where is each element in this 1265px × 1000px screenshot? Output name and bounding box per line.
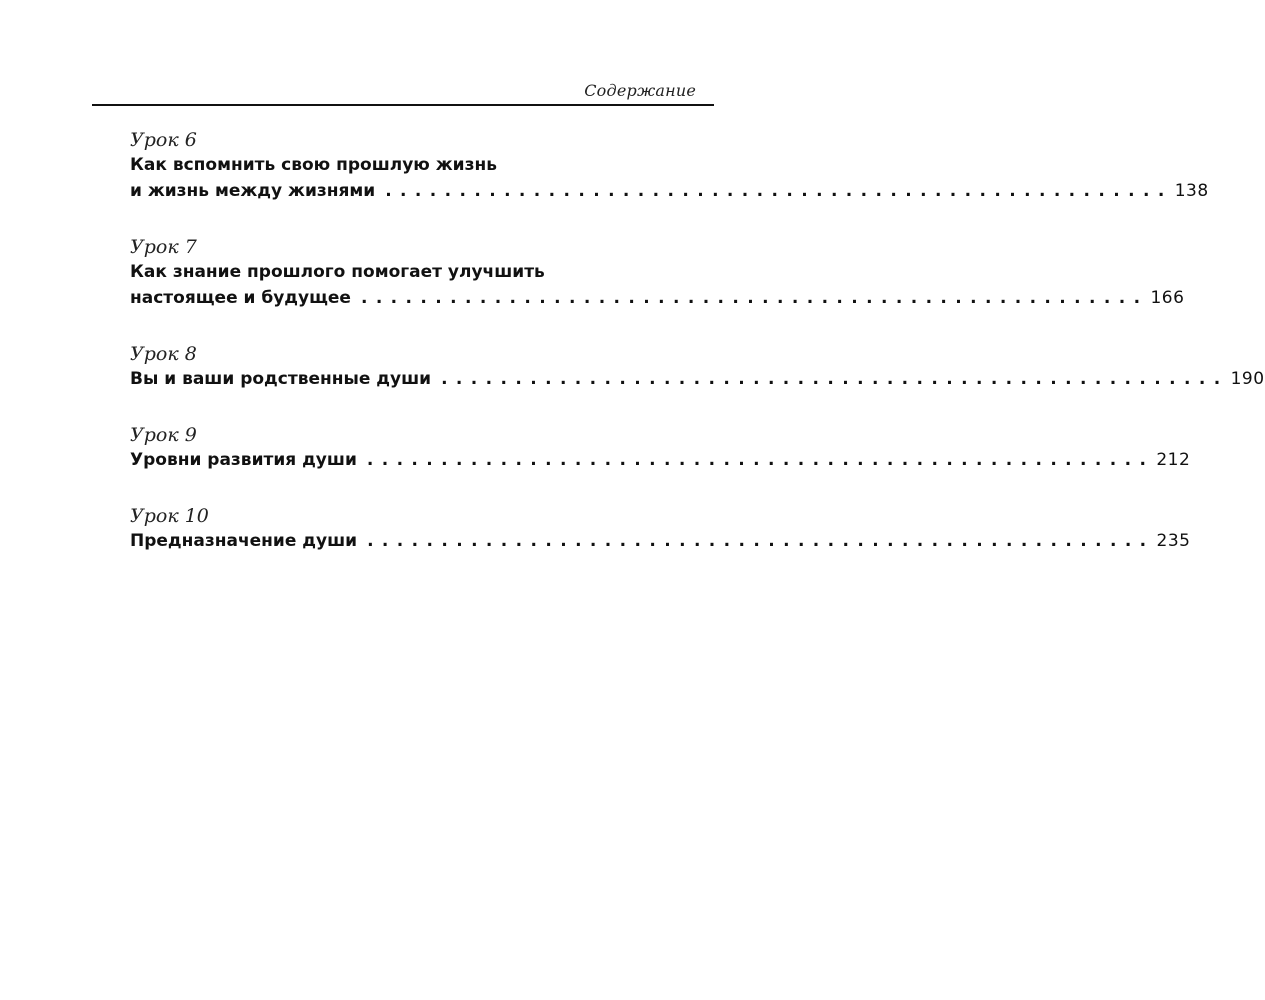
toc-entry[interactable] [130,342,1265,392]
entry-title-line: Уровни развития души [130,450,357,470]
dot-leader: ..................................................... [367,531,1155,551]
entry-title-line: и жизнь между жизнями [130,181,376,201]
running-head: Содержание [584,81,696,100]
entry-title-line: Как знание прошлого помогает улучшить [130,262,545,282]
page-number: 190 [1230,369,1265,389]
entry-last-line [130,285,1185,311]
entry-title-line: Как вспомнить свою прошлую жизнь [130,155,497,175]
entry-title-line: Предназначение души [130,531,358,551]
entry-title-line: Вы и ваши родственные души [130,369,432,389]
toc-entry[interactable] [130,235,1185,311]
toc-entry[interactable] [130,128,1209,204]
header-rule [92,104,714,106]
lesson-label: Урок 6 [130,129,197,151]
page-number: 212 [1156,450,1191,470]
page-number: 166 [1150,288,1185,308]
toc-entry[interactable] [130,423,1191,473]
dot-leader: ..................................................... [385,181,1173,201]
page-number: 138 [1174,181,1209,201]
lesson-label: Урок 8 [130,343,197,365]
toc-entry[interactable] [130,504,1191,554]
table-of-contents [130,128,1265,585]
lesson-label: Урок 9 [130,424,197,446]
dot-leader: ..................................................... [366,450,1155,470]
dot-leader: ..................................................... [441,369,1229,389]
entry-last-line [130,178,1209,204]
lesson-label: Урок 7 [130,236,197,258]
dot-leader: ..................................................... [360,288,1149,308]
entry-last-line [130,366,1265,392]
lesson-label: Урок 10 [130,505,209,527]
page-number: 235 [1156,531,1191,551]
entry-last-line [130,447,1191,473]
entry-title-line: настоящее и будущее [130,288,351,308]
entry-last-line [130,528,1191,554]
